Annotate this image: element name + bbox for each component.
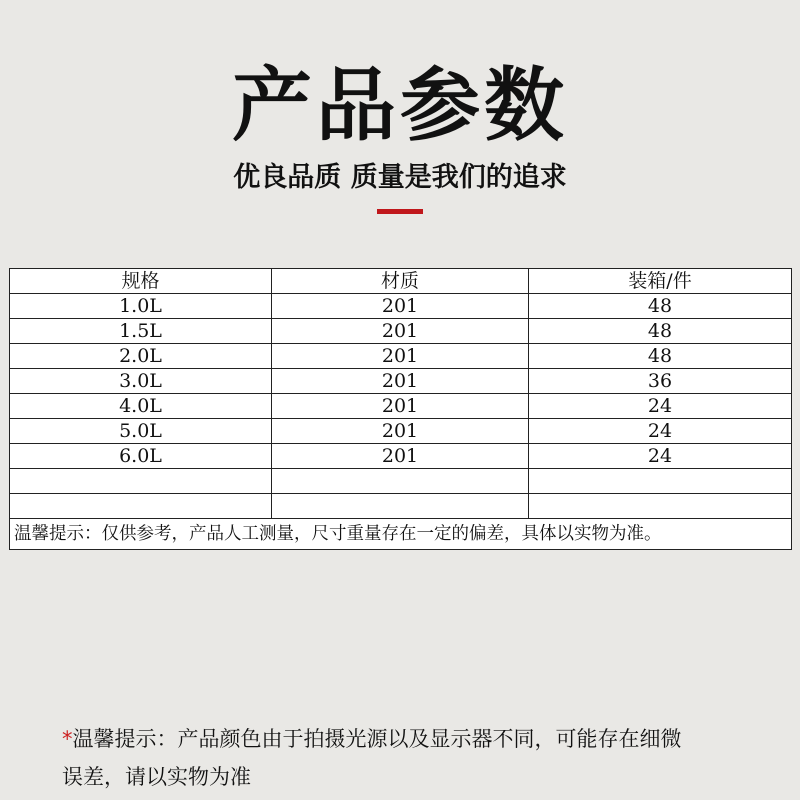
cell-material: 201 bbox=[272, 294, 529, 319]
table-row bbox=[10, 344, 792, 369]
accent-divider bbox=[377, 209, 423, 214]
table-row bbox=[10, 444, 792, 469]
table-note: 温馨提示：仅供参考，产品人工测量，尺寸重量存在一定的偏差，具体以实物为准。 bbox=[10, 519, 792, 550]
page-subtitle: 优良品质 质量是我们的追求 bbox=[233, 162, 567, 193]
cell-material: 201 bbox=[272, 419, 529, 444]
footer-line-2: 误差，请以实物为准 bbox=[62, 765, 251, 789]
cell-spec: 1.0L bbox=[10, 294, 272, 319]
cell-material bbox=[272, 494, 529, 519]
cell-spec: 3.0L bbox=[10, 369, 272, 394]
table-row bbox=[10, 319, 792, 344]
cell-packing: 48 bbox=[529, 319, 792, 344]
cell-packing bbox=[529, 469, 792, 494]
cell-spec: 5.0L bbox=[10, 419, 272, 444]
cell-packing: 36 bbox=[529, 369, 792, 394]
cell-spec bbox=[10, 494, 272, 519]
cell-material: 201 bbox=[272, 444, 529, 469]
cell-packing: 48 bbox=[529, 294, 792, 319]
table-row bbox=[10, 494, 792, 519]
table-row bbox=[10, 369, 792, 394]
footer-line-1 bbox=[62, 720, 762, 758]
page-title: 产品参数 bbox=[232, 59, 568, 152]
spec-table bbox=[9, 268, 792, 550]
cell-spec: 4.0L bbox=[10, 394, 272, 419]
asterisk-mark: * bbox=[62, 727, 73, 751]
header-cell-spec: 规格 bbox=[10, 269, 272, 294]
table-row bbox=[10, 419, 792, 444]
cell-packing: 24 bbox=[529, 394, 792, 419]
cell-spec bbox=[10, 469, 272, 494]
cell-material bbox=[272, 469, 529, 494]
footer-text-1: 温馨提示：产品颜色由于拍摄光源以及显示器不同，可能存在细微 bbox=[72, 727, 682, 751]
cell-packing: 48 bbox=[529, 344, 792, 369]
cell-packing bbox=[529, 494, 792, 519]
cell-material: 201 bbox=[272, 369, 529, 394]
cell-packing: 24 bbox=[529, 444, 792, 469]
header-cell-material: 材质 bbox=[272, 269, 529, 294]
table-row bbox=[10, 394, 792, 419]
table-row bbox=[10, 294, 792, 319]
cell-material: 201 bbox=[272, 344, 529, 369]
spec-table-body bbox=[10, 269, 792, 550]
table-note-row bbox=[10, 519, 792, 550]
cell-spec: 6.0L bbox=[10, 444, 272, 469]
table-row bbox=[10, 469, 792, 494]
cell-spec: 1.5L bbox=[10, 319, 272, 344]
footer-notice bbox=[62, 720, 762, 796]
cell-material: 201 bbox=[272, 394, 529, 419]
cell-material: 201 bbox=[272, 319, 529, 344]
header-cell-packing: 装箱/件 bbox=[529, 269, 792, 294]
cell-packing: 24 bbox=[529, 419, 792, 444]
table-header-row bbox=[10, 269, 792, 294]
cell-spec: 2.0L bbox=[10, 344, 272, 369]
